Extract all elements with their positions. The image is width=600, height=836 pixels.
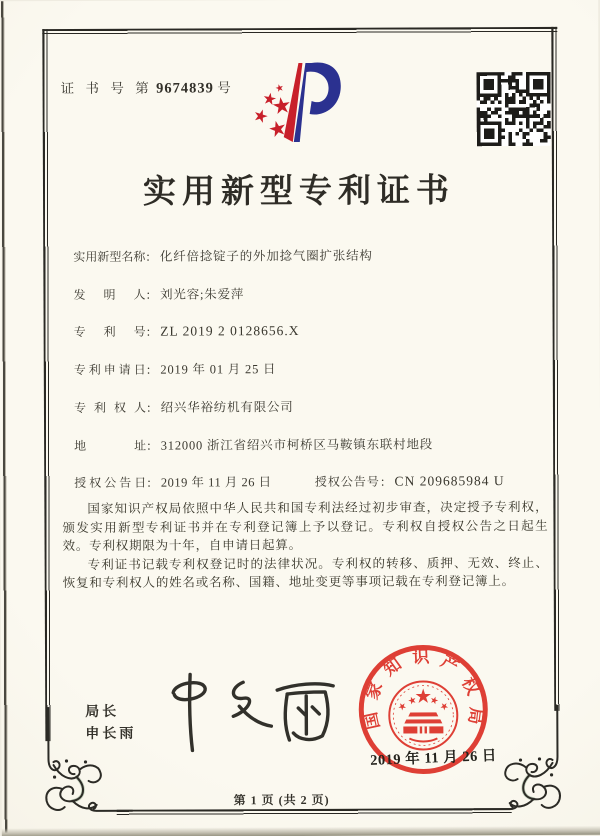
signer-title: 局长 [85, 704, 120, 720]
frame-left [42, 29, 51, 741]
field-value: 化纤倍捻锭子的外加捻气圈扩张结构 [159, 248, 373, 264]
field-label: 地址 [74, 438, 147, 453]
field-row-address: 地址: 312000 浙江省绍兴市柯桥区马鞍镇东联村地段 [74, 437, 434, 453]
qr-code [476, 72, 550, 146]
field-row-filing-date: 专利申请日: 2019 年 01 月 25 日 [73, 361, 277, 377]
cnipa-logo-icon [248, 58, 348, 150]
national-emblem-icon [397, 688, 450, 733]
frame-top [42, 27, 557, 35]
seal-date: 2019 年 11 月 26 日 [369, 747, 498, 769]
field-row-inventors: 发明人: 刘光容;朱爱萍 [73, 286, 245, 302]
certificate-title: 实用新型专利证书 [142, 173, 456, 211]
field-label: 实用新型名称 [73, 249, 146, 264]
seal-agency-text: 国家知识产权局 [360, 647, 486, 732]
field-row-grant: 授权公告日: 2019 年 11 月 26 日 授权公告号: CN 209685984 U [74, 473, 505, 490]
grant-number: CN 209685984 U [394, 473, 505, 489]
certificate-number-value: 9674839 [156, 80, 214, 97]
field-label: 授权公告号 [314, 474, 380, 489]
field-value: ZL 2019 2 0128656.X [160, 323, 300, 339]
field-value: 312000 浙江省绍兴市柯桥区马鞍镇东联村地段 [160, 437, 434, 453]
certificate-number [61, 76, 235, 98]
legal-text [62, 498, 548, 593]
page-edge [0, 1, 9, 836]
field-label: 发明人 [73, 287, 146, 302]
legal-paragraph-2: 专利证书记载专利权登记时的法律状况。专利权的转移、质押、无效、终止、恢复和专利权人的姓名或名称、国籍、地址变更等事项记载在专利登记簿上。 [62, 555, 549, 591]
field-value: 刘光容;朱爱萍 [160, 287, 245, 302]
field-row-name: 实用新型名称: 化纤倍捻锭子的外加捻气圈扩张结构 [73, 248, 373, 264]
director-signature [159, 662, 344, 763]
field-row-patent-number: 专利号: ZL 2019 2 0128656.X [73, 323, 300, 339]
field-label: 授权公告日 [74, 475, 147, 490]
grant-date: 2019 年 11 月 26 日 [160, 475, 272, 490]
frame-bottom [117, 808, 512, 816]
field-value: 绍兴华裕纺机有限公司 [160, 400, 294, 415]
page-edge [2, 826, 600, 836]
signer-name: 申长雨 [85, 726, 137, 742]
field-label: 专利号 [73, 324, 146, 339]
field-label: 专利权人 [73, 400, 146, 415]
legal-paragraph-1: 国家知识产权局依照中华人民共和国专利法经过初步审查，决定授予专利权，颁发实用新型专利证书并在专利登记簿上予以登记。专利权自授权公告之日起生效。专利权期限为十年，自申请日起算。 [62, 499, 549, 554]
field-value: 2019 年 01 月 25 日 [160, 362, 277, 377]
field-row-patentee: 专利权人: 绍兴华裕纺机有限公司 [73, 399, 294, 415]
certificate-number-prefix: 证 书 号 第 [60, 80, 153, 97]
field-label: 专利申请日 [73, 362, 146, 377]
page-number: 第 1 页 (共 2 页) [233, 792, 330, 808]
certificate-number-suffix: 号 [217, 80, 235, 96]
